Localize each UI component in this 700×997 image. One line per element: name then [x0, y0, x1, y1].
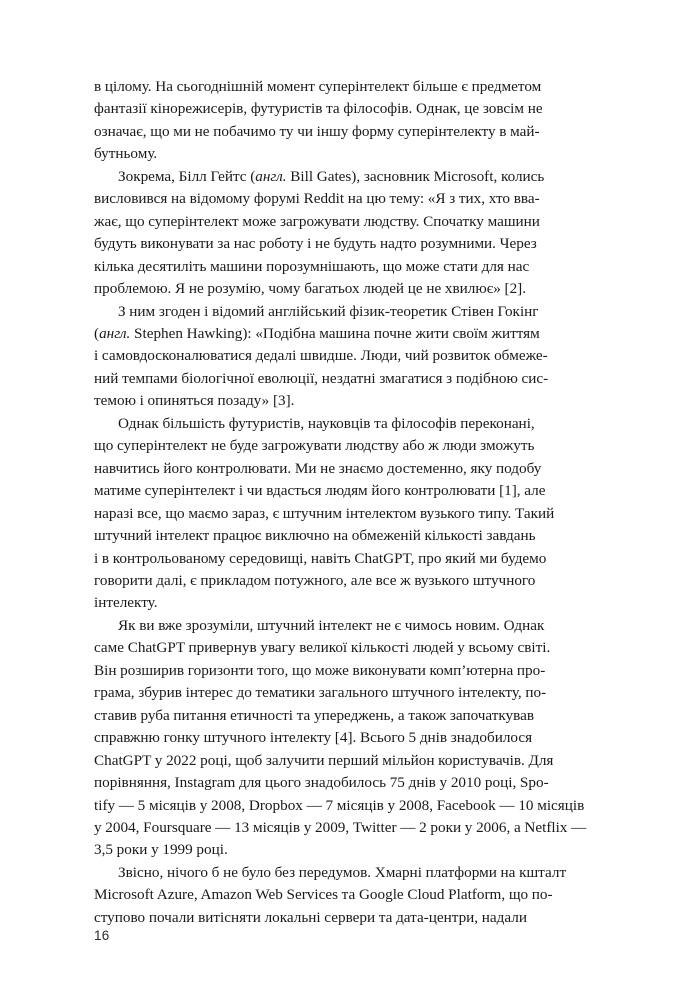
body-text-block — [94, 76, 606, 929]
paragraph-stephen-hawking: З ним згоден і відомий англійський фізик-теоретик Стівен Гокінг (англ. Stephen Hawking): «Подібна машина почне жити своїм життям і самовдосконалюватися дедалі швидше. Люди, чий розвиток обмеже- ний темпами біологічної еволюції, нездатні змагатися з подібною сис- темою і опиняться позаду» [3]. — [94, 302, 549, 410]
paragraph-cloud-platforms: Звісно, нічого б не було без передумов. Хмарні платформи на кшталт Microsoft Azure, Amazon Web Services та Google Cloud Platform, що по- ступово почали витісняти локальні сервери та дата-центри, надали — [94, 863, 567, 926]
paragraph-superintelligence-fantasy: в цілому. На сьогоднішній момент суперінтелект більше є предметом фантазії кінорежисерів, футуристів та філософів. Однак, це зовсім не означає, що ми не побачимо ту чи іншу форму суперінтелекту в май- бутньому. — [94, 78, 543, 163]
page-number: 16 — [94, 928, 110, 943]
paragraph-chatgpt-adoption-stats: Як ви вже зрозуміли, штучний інтелект не є чимось новим. Однак саме ChatGPT привернув увагу великої кількості людей у всьому світі. Він розширив горизонти того, що може виконувати комп’ютерна про- грама, збурив інтерес до тематики загального штучного інтелекту, по- ставив руба питання етичності та упереджень, а також започаткував справжню гонку штучного інтелекту [4]. Всього 5 днів знадобилося ChatGPT у 2022 році, щоб залучити перший мільйон користувачів. Для порівняння, Instagram для цього знадобилось 75 днів у 2010 році, Spo- tify — 5 місяців у 2008, Dropbox — 7 місяців у 2008, Facebook — 10 місяців у 2004, Foursquare — 13 місяців у 2009, Twitter — 2 роки у 2006, a Netflix — 3,5 роки у 1999 році. — [94, 616, 587, 859]
paragraph-bill-gates: Зокрема, Білл Гейтс (англ. Bill Gates), засновник Microsoft, колись висловився на відомому форумі Reddit на цю тему: «Я з тих, хто вва- жає, що суперінтелект може загрожувати людству. Спочатку машини будуть виконувати за нас роботу і не будуть надто розумними. Через кілька десятиліть машини порозумнішають, що може стати для нас проблемою. Я не розумію, чому багатьох людей це не хвилює» [2]. — [94, 167, 545, 298]
paragraph-narrow-ai: Однак більшість футуристів, науковців та філософів переконані, що суперінтелект не буде загрожувати людству або ж люди зможуть навчитись його контролювати. Ми не знаємо достеменно, яку подобу матиме суперінтелект і чи вдасться людям його контролювати [1], але наразі все, що маємо зараз, є штучним інтелектом вузького типу. Такий штучний інтелект працює виключно на обмеженій кількості завдань і в контрольованому середовищі, навіть ChatGPT, про який ми будемо говорити далі, є прикладом потужного, але все ж вузького штучного інтелекту. — [94, 414, 555, 612]
